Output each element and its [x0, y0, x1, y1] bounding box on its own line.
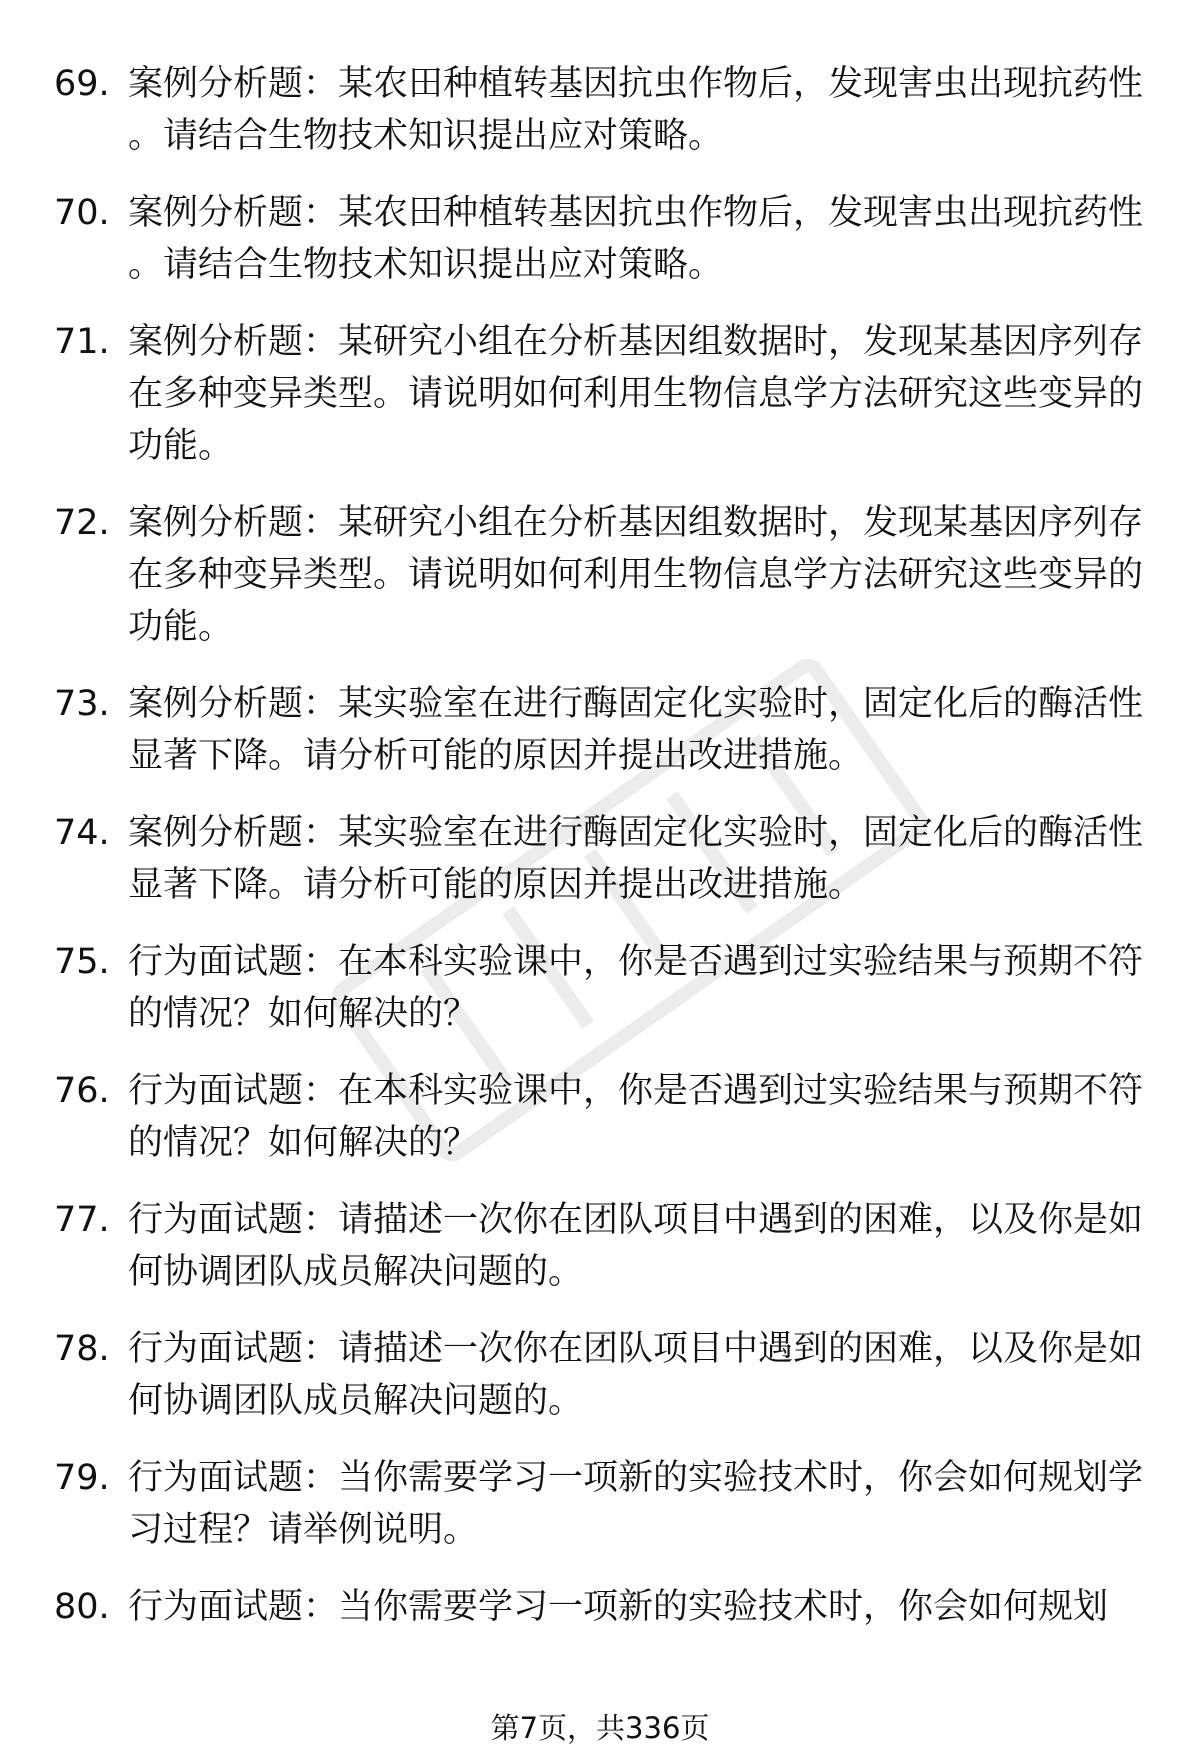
question-text: 行为面试题：在本科实验课中，你是否遇到过实验结果与预期不符的情况？如何解决的？: [128, 942, 1144, 1034]
question-item: [54, 936, 1144, 1040]
question-number: 70.: [54, 193, 110, 233]
question-number: 74.: [54, 813, 110, 853]
question-text: 行为面试题：请描述一次你在团队项目中遇到的困难，以及你是如何协调团队成员解决问题的。: [128, 1200, 1144, 1292]
question-item: [54, 807, 1144, 911]
question-item: [54, 678, 1144, 782]
question-text: 行为面试题：在本科实验课中，你是否遇到过实验结果与预期不符的情况？如何解决的？: [128, 1071, 1144, 1163]
question-text: 案例分析题：某实验室在进行酶固定化实验时，固定化后的酶活性显著下降。请分析可能的原因并提出改进措施。: [128, 684, 1144, 776]
question-item: [54, 1194, 1144, 1298]
question-item: [54, 1323, 1144, 1427]
question-item: [54, 1581, 1144, 1633]
question-item: [54, 1065, 1144, 1169]
question-text: 行为面试题：请描述一次你在团队项目中遇到的困难，以及你是如何协调团队成员解决问题的。: [128, 1329, 1144, 1421]
question-number: 72.: [54, 503, 110, 543]
question-number: 75.: [54, 942, 110, 982]
question-text: 案例分析题：某研究小组在分析基因组数据时，发现某基因序列存在多种变异类型。请说明如何利用生物信息学方法研究这些变异的功能。: [128, 503, 1144, 647]
question-list: [54, 58, 1144, 1658]
question-item: [54, 1452, 1144, 1556]
question-number: 73.: [54, 684, 110, 724]
question-text: 案例分析题：某研究小组在分析基因组数据时，发现某基因序列存在多种变异类型。请说明如何利用生物信息学方法研究这些变异的功能。: [128, 322, 1144, 466]
question-text: 行为面试题：当你需要学习一项新的实验技术时，你会如何规划: [128, 1587, 1109, 1627]
question-number: 80.: [54, 1587, 110, 1627]
question-item: [54, 316, 1144, 472]
question-item: [54, 187, 1144, 291]
question-text: 案例分析题：某实验室在进行酶固定化实验时，固定化后的酶活性显著下降。请分析可能的原因并提出改进措施。: [128, 813, 1144, 905]
question-text: 案例分析题：某农田种植转基因抗虫作物后，发现害虫出现抗药性。请结合生物技术知识提出应对策略。: [128, 64, 1144, 156]
question-number: 79.: [54, 1458, 110, 1498]
page-footer: 第7页，共336页: [490, 1711, 710, 1745]
question-text: 案例分析题：某农田种植转基因抗虫作物后，发现害虫出现抗药性。请结合生物技术知识提出应对策略。: [128, 193, 1144, 285]
question-item: [54, 497, 1144, 653]
question-number: 69.: [54, 64, 110, 104]
question-text: 行为面试题：当你需要学习一项新的实验技术时，你会如何规划学习过程？请举例说明。: [128, 1458, 1144, 1550]
question-number: 76.: [54, 1071, 110, 1111]
question-number: 77.: [54, 1200, 110, 1240]
question-number: 71.: [54, 322, 110, 362]
question-number: 78.: [54, 1329, 110, 1369]
question-item: [54, 58, 1144, 162]
